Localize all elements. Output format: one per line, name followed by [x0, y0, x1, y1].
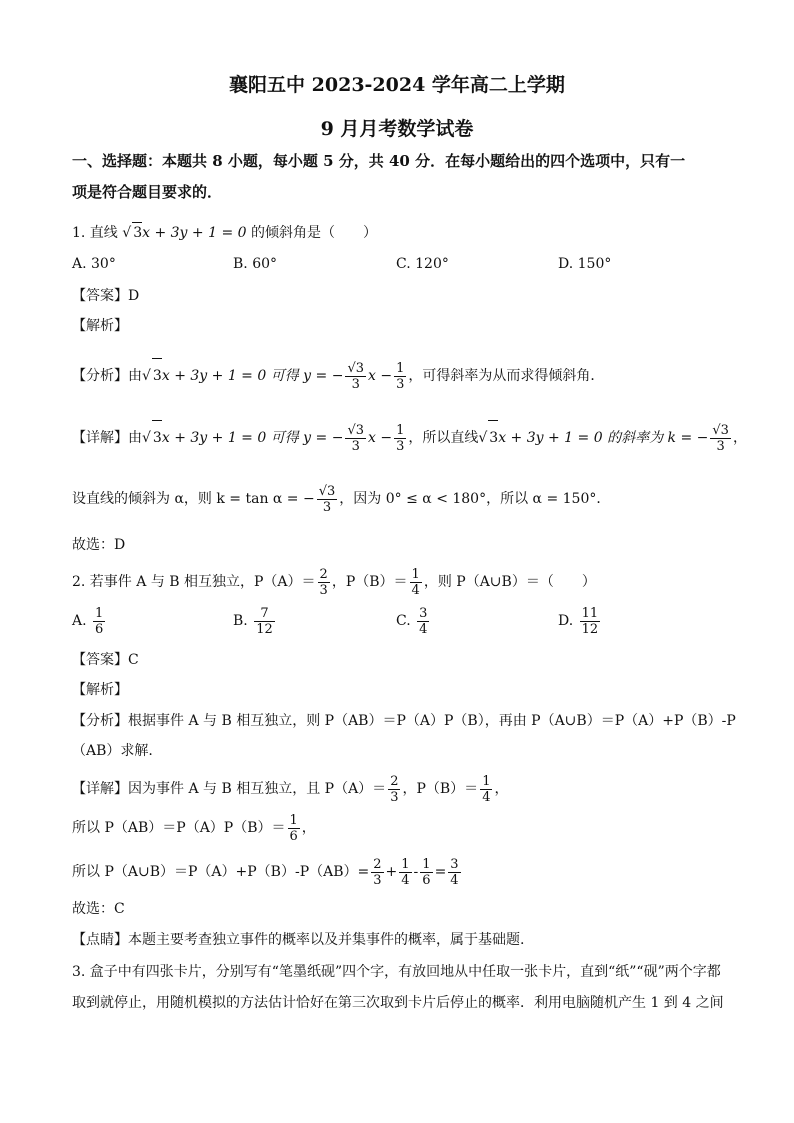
page-title-line2: 9 月月考数学试卷 — [320, 118, 474, 140]
denominator: 4 — [411, 582, 420, 598]
q1-prefix: 1. 直线 — [72, 225, 118, 241]
q2-answer — [72, 650, 139, 670]
answer-tag: 【答案】 — [72, 652, 128, 668]
numerator: √3 — [712, 422, 729, 438]
numerator: √3 — [347, 422, 364, 438]
fraction-2-over-3 — [318, 567, 330, 598]
option-fraction — [580, 606, 601, 637]
text: 所以 P（A∪B）＝P（A）+P（B）-P（AB）= — [72, 864, 370, 880]
xiangjie-tag: 【详解】 — [72, 781, 128, 797]
text: ， — [301, 820, 316, 836]
equation: x − — [368, 368, 393, 384]
numerator: 2 — [390, 773, 399, 789]
option-fraction — [93, 606, 105, 637]
text: ，P（B）＝ — [331, 574, 408, 590]
numerator: 1 — [396, 422, 405, 438]
fraction-sqrt3-over-3 — [317, 484, 338, 515]
fraction-sqrt3-over-3 — [345, 423, 366, 454]
denominator: 4 — [419, 621, 428, 637]
equation: x − — [368, 430, 393, 446]
option-fraction — [254, 606, 275, 637]
q2-conclusion: 故选：C — [72, 901, 125, 917]
fraction-2-over-3 — [388, 774, 400, 805]
q2-xiangjie — [72, 772, 508, 806]
answer-value: D — [128, 288, 140, 304]
denominator: 6 — [422, 872, 431, 888]
text: 根据事件 A 与 B 相互独立，则 P（AB）＝P（A）P（B），再由 P（A∪B）＝P（A）+P（B）-P — [128, 713, 736, 729]
dianjing-tag: 【点睛】 — [72, 932, 128, 948]
option-value: 30° — [91, 256, 116, 272]
sqrt-symbol: √ — [478, 430, 488, 446]
q2-fenxi-line1 — [72, 711, 736, 731]
q1-option-a — [72, 254, 116, 274]
option-value: 120° — [415, 256, 449, 272]
equation: x + 3y + 1 = 0 可得 y = − — [161, 368, 344, 384]
numerator: 2 — [319, 566, 328, 582]
section-header-line2: 项是符合题目要求的． — [72, 183, 223, 201]
q1-equation: x + 3y + 1 = 0 — [142, 225, 247, 241]
q1-stem — [72, 222, 377, 243]
operator: - — [413, 864, 419, 880]
q2-xiangjie-line3 — [72, 855, 463, 889]
q2-xiangjie-line2 — [72, 811, 316, 845]
text: 由 — [128, 368, 142, 384]
q2-analysis-tag — [72, 680, 128, 700]
q1-answer — [72, 286, 139, 306]
text: ，可得斜率为从而求得倾斜角． — [408, 368, 605, 384]
fraction-1-over-4 — [399, 857, 411, 888]
fraction-1-over-4 — [480, 774, 492, 805]
q2-option-d — [558, 604, 602, 638]
operator: + — [385, 864, 398, 880]
option-label: B. — [233, 613, 248, 629]
numerator: 7 — [254, 606, 275, 622]
section-header-line1: 一、选择题：本题共 8 小题，每小题 5 分，共 40 分．在每小题给出的四个选项中，只有一 — [72, 152, 686, 170]
q1-analysis-tag — [72, 316, 128, 336]
denominator: 12 — [256, 621, 273, 637]
text: 本题主要考查独立事件的概率以及并集事件的概率，属于基础题. — [128, 932, 525, 948]
q1-xiangjie — [72, 420, 747, 455]
q1-sqrt-arg: 3 — [132, 222, 142, 243]
denominator: 3 — [716, 438, 725, 454]
text: 因为事件 A 与 B 相互独立，且 P（A）＝ — [128, 781, 387, 797]
q3-line1: 3. 盒子中有四张卡片，分别写有“笔墨纸砚”四个字，有放回地从中任取一张卡片，直到“纸”“砚”两个字都 — [72, 964, 721, 980]
numerator: √3 — [347, 360, 364, 376]
denominator: 3 — [351, 376, 360, 392]
sqrt-arg: 3 — [152, 420, 162, 455]
text: ，所以直线 — [408, 430, 479, 446]
denominator: 3 — [351, 438, 360, 454]
option-label: D. — [558, 613, 574, 629]
q2-option-c — [396, 604, 431, 638]
text: ， — [732, 430, 747, 446]
denominator: 12 — [581, 621, 599, 637]
fraction-1-over-6 — [420, 857, 432, 888]
denominator: 3 — [319, 582, 328, 598]
q1-option-c — [396, 254, 449, 274]
numerator: 1 — [482, 773, 491, 789]
numerator: 1 — [411, 566, 420, 582]
denominator: 3 — [396, 376, 405, 392]
numerator: 1 — [95, 605, 104, 621]
numerator: 11 — [581, 605, 599, 621]
sqrt-symbol: √ — [142, 368, 151, 384]
text: ，则 P（A∪B）＝（ ） — [423, 574, 596, 590]
option-fraction — [417, 606, 429, 637]
sqrt-symbol: √ — [142, 430, 151, 446]
text: 所以 P（AB）＝P（A）P（B）＝ — [72, 820, 286, 836]
fenxi-tag: 【分析】 — [72, 713, 128, 729]
operator: = — [434, 864, 447, 880]
denominator: 3 — [322, 499, 332, 515]
q2-stem — [72, 565, 596, 599]
q2-fenxi-line2: （AB）求解. — [72, 743, 153, 759]
q2-dianjing — [72, 930, 524, 950]
numerator: 3 — [419, 605, 428, 621]
denominator: 3 — [373, 872, 382, 888]
option-label: B. — [233, 256, 248, 272]
text: ， — [494, 781, 509, 797]
equation: x + 3y + 1 = 0 的斜率为 k = − — [498, 430, 709, 446]
text: ，P（B）＝ — [402, 781, 479, 797]
numerator: 1 — [289, 812, 298, 828]
option-label: D. — [558, 256, 574, 272]
text: 由 — [128, 430, 142, 446]
fraction-1-over-6 — [288, 813, 300, 844]
text: 2. 若事件 A 与 B 相互独立，P（A）＝ — [72, 574, 316, 590]
q2-option-b — [233, 604, 277, 638]
fraction-sqrt3-over-3 — [345, 361, 366, 392]
q1-option-d — [558, 254, 611, 274]
analysis-tag: 【解析】 — [72, 682, 128, 698]
sqrt-arg: 3 — [152, 358, 162, 393]
option-value: 60° — [252, 256, 278, 272]
q1-suffix: 的倾斜角是（ ） — [250, 225, 377, 241]
option-label: C. — [396, 256, 411, 272]
numerator: 3 — [450, 856, 459, 872]
option-value: 150° — [577, 256, 612, 272]
fraction-1-over-4 — [410, 567, 422, 598]
q1-xiangjie-line2 — [72, 482, 610, 516]
fraction-1-over-3 — [394, 361, 406, 392]
answer-tag: 【答案】 — [72, 288, 128, 304]
xiangjie-tag: 【详解】 — [72, 430, 128, 446]
equation: x + 3y + 1 = 0 可得 y = − — [161, 430, 344, 446]
denominator: 4 — [450, 872, 459, 888]
numerator: 1 — [401, 856, 410, 872]
q1-option-b — [233, 254, 277, 274]
q1-conclusion: 故选：D — [72, 537, 126, 553]
denominator: 3 — [396, 438, 405, 454]
fenxi-tag: 【分析】 — [72, 368, 128, 384]
sqrt-symbol: √ — [122, 225, 132, 241]
fraction-1-over-3 — [394, 423, 406, 454]
numerator: 2 — [373, 856, 382, 872]
q2-option-a — [72, 604, 107, 638]
text: ，因为 0° ≤ α < 180°，所以 α = 150°． — [339, 491, 611, 507]
option-label: C. — [396, 613, 411, 629]
denominator: 6 — [289, 828, 298, 844]
numerator: 1 — [422, 856, 431, 872]
page-title-line1: 襄阳五中 2023-2024 学年高二上学期 — [229, 74, 565, 96]
q3-line2: 取到就停止，用随机模拟的方法估计恰好在第三次取到卡片后停止的概率．利用电脑随机产生 1 到 4 之间 — [72, 995, 724, 1011]
sqrt-arg: 3 — [488, 420, 498, 455]
q1-fenxi — [72, 358, 604, 393]
denominator: 3 — [390, 789, 399, 805]
numerator: 1 — [396, 360, 405, 376]
text: 设直线的倾斜为 α，则 k = tan α = − — [72, 491, 315, 507]
answer-value: C — [128, 652, 139, 668]
option-label: A. — [72, 613, 87, 629]
fraction-sqrt3-over-3 — [710, 423, 731, 454]
denominator: 6 — [95, 621, 104, 637]
fraction-3-over-4 — [448, 857, 460, 888]
analysis-tag: 【解析】 — [72, 318, 128, 334]
denominator: 4 — [482, 789, 491, 805]
numerator: √3 — [318, 483, 336, 499]
denominator: 4 — [401, 872, 410, 888]
option-label: A. — [72, 256, 87, 272]
fraction-2-over-3 — [371, 857, 383, 888]
